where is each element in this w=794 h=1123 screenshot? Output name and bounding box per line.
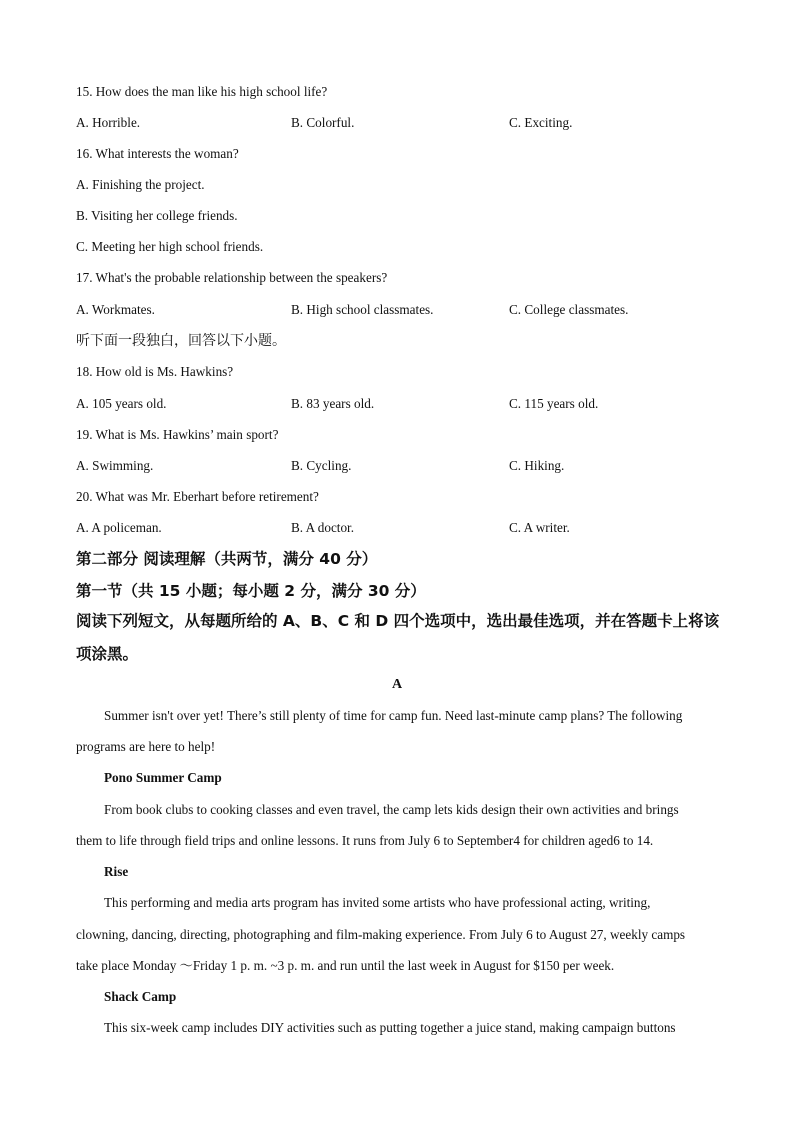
q15-option-a: A. Horrible. (76, 115, 141, 130)
q19-option-b: B. Cycling. (291, 458, 352, 473)
subsection-title: 第一节（共 15 小题；每小题 2 分，满分 30 分） (76, 582, 426, 600)
q16-option-a: A. Finishing the project. (76, 177, 205, 192)
q17-option-b: B. High school classmates. (291, 302, 434, 317)
camp-2-title: Rise (104, 864, 129, 879)
q18-option-c: C. 115 years old. (509, 396, 599, 411)
q18-option-a: A. 105 years old. (76, 396, 167, 411)
question-19: 19. What is Ms. Hawkins’ main sport? (76, 427, 279, 442)
question-17: 17. What's the probable relationship between the speakers? (76, 270, 388, 285)
camp-1-line-1: From book clubs to cooking classes and even travel, the camp lets kids design their own activities and brings (104, 802, 679, 817)
q15-option-b: B. Colorful. (291, 115, 355, 130)
q15-option-c: C. Exciting. (509, 115, 573, 130)
q16-option-b: B. Visiting her college friends. (76, 208, 238, 223)
camp-3-title: Shack Camp (104, 989, 177, 1004)
section-title: 第二部分 阅读理解（共两节，满分 40 分） (76, 550, 378, 568)
passage-intro-line-2: programs are here to help! (76, 739, 216, 754)
instruction-line-2: 项涂黑。 (76, 645, 139, 663)
camp-2-line-3: take place Monday ～Friday 1 p. m. ~3 p. m. and run until the last week in August for $150 per week. (76, 958, 615, 973)
q18-option-b: B. 83 years old. (291, 396, 375, 411)
passage-label: A (391, 677, 403, 692)
question-20: 20. What was Mr. Eberhart before retirement? (76, 489, 319, 504)
camp-3-line-1: This six-week camp includes DIY activities such as putting together a juice stand, making campaign buttons (104, 1020, 676, 1035)
camp-2-line-2: clowning, dancing, directing, photographing and film-making experience. From July 6 to August 27, weekly camps (76, 927, 686, 942)
q19-option-c: C. Hiking. (509, 458, 565, 473)
q16-option-c: C. Meeting her high school friends. (76, 239, 264, 254)
question-18: 18. How old is Ms. Hawkins? (76, 364, 234, 379)
q20-option-b: B. A doctor. (291, 520, 355, 535)
q17-option-c: C. College classmates. (509, 302, 629, 317)
q19-option-a: A. Swimming. (76, 458, 154, 473)
camp-2-line-1: This performing and media arts program has invited some artists who have professional acting, writing, (104, 895, 651, 910)
camp-1-title: Pono Summer Camp (104, 770, 222, 785)
passage-intro-line-1: Summer isn't over yet! There’s still plenty of time for camp fun. Need last-minute camp plans? The following (104, 708, 683, 723)
q20-option-a: A. A policeman. (76, 520, 162, 535)
question-16: 16. What interests the woman? (76, 146, 239, 161)
monologue-intro: 听下面一段独白，回答以下小题。 (76, 333, 286, 349)
camp-1-line-2: them to life through field trips and online lessons. It runs from July 6 to September4 for children aged6 to 14. (76, 833, 654, 848)
q17-option-a: A. Workmates. (76, 302, 155, 317)
instruction-line-1: 阅读下列短文，从每题所给的 A、B、C 和 D 四个选项中，选出最佳选项，并在答题卡上将该 (76, 612, 720, 630)
question-15: 15. How does the man like his high school life? (76, 84, 328, 99)
q20-option-c: C. A writer. (509, 520, 570, 535)
